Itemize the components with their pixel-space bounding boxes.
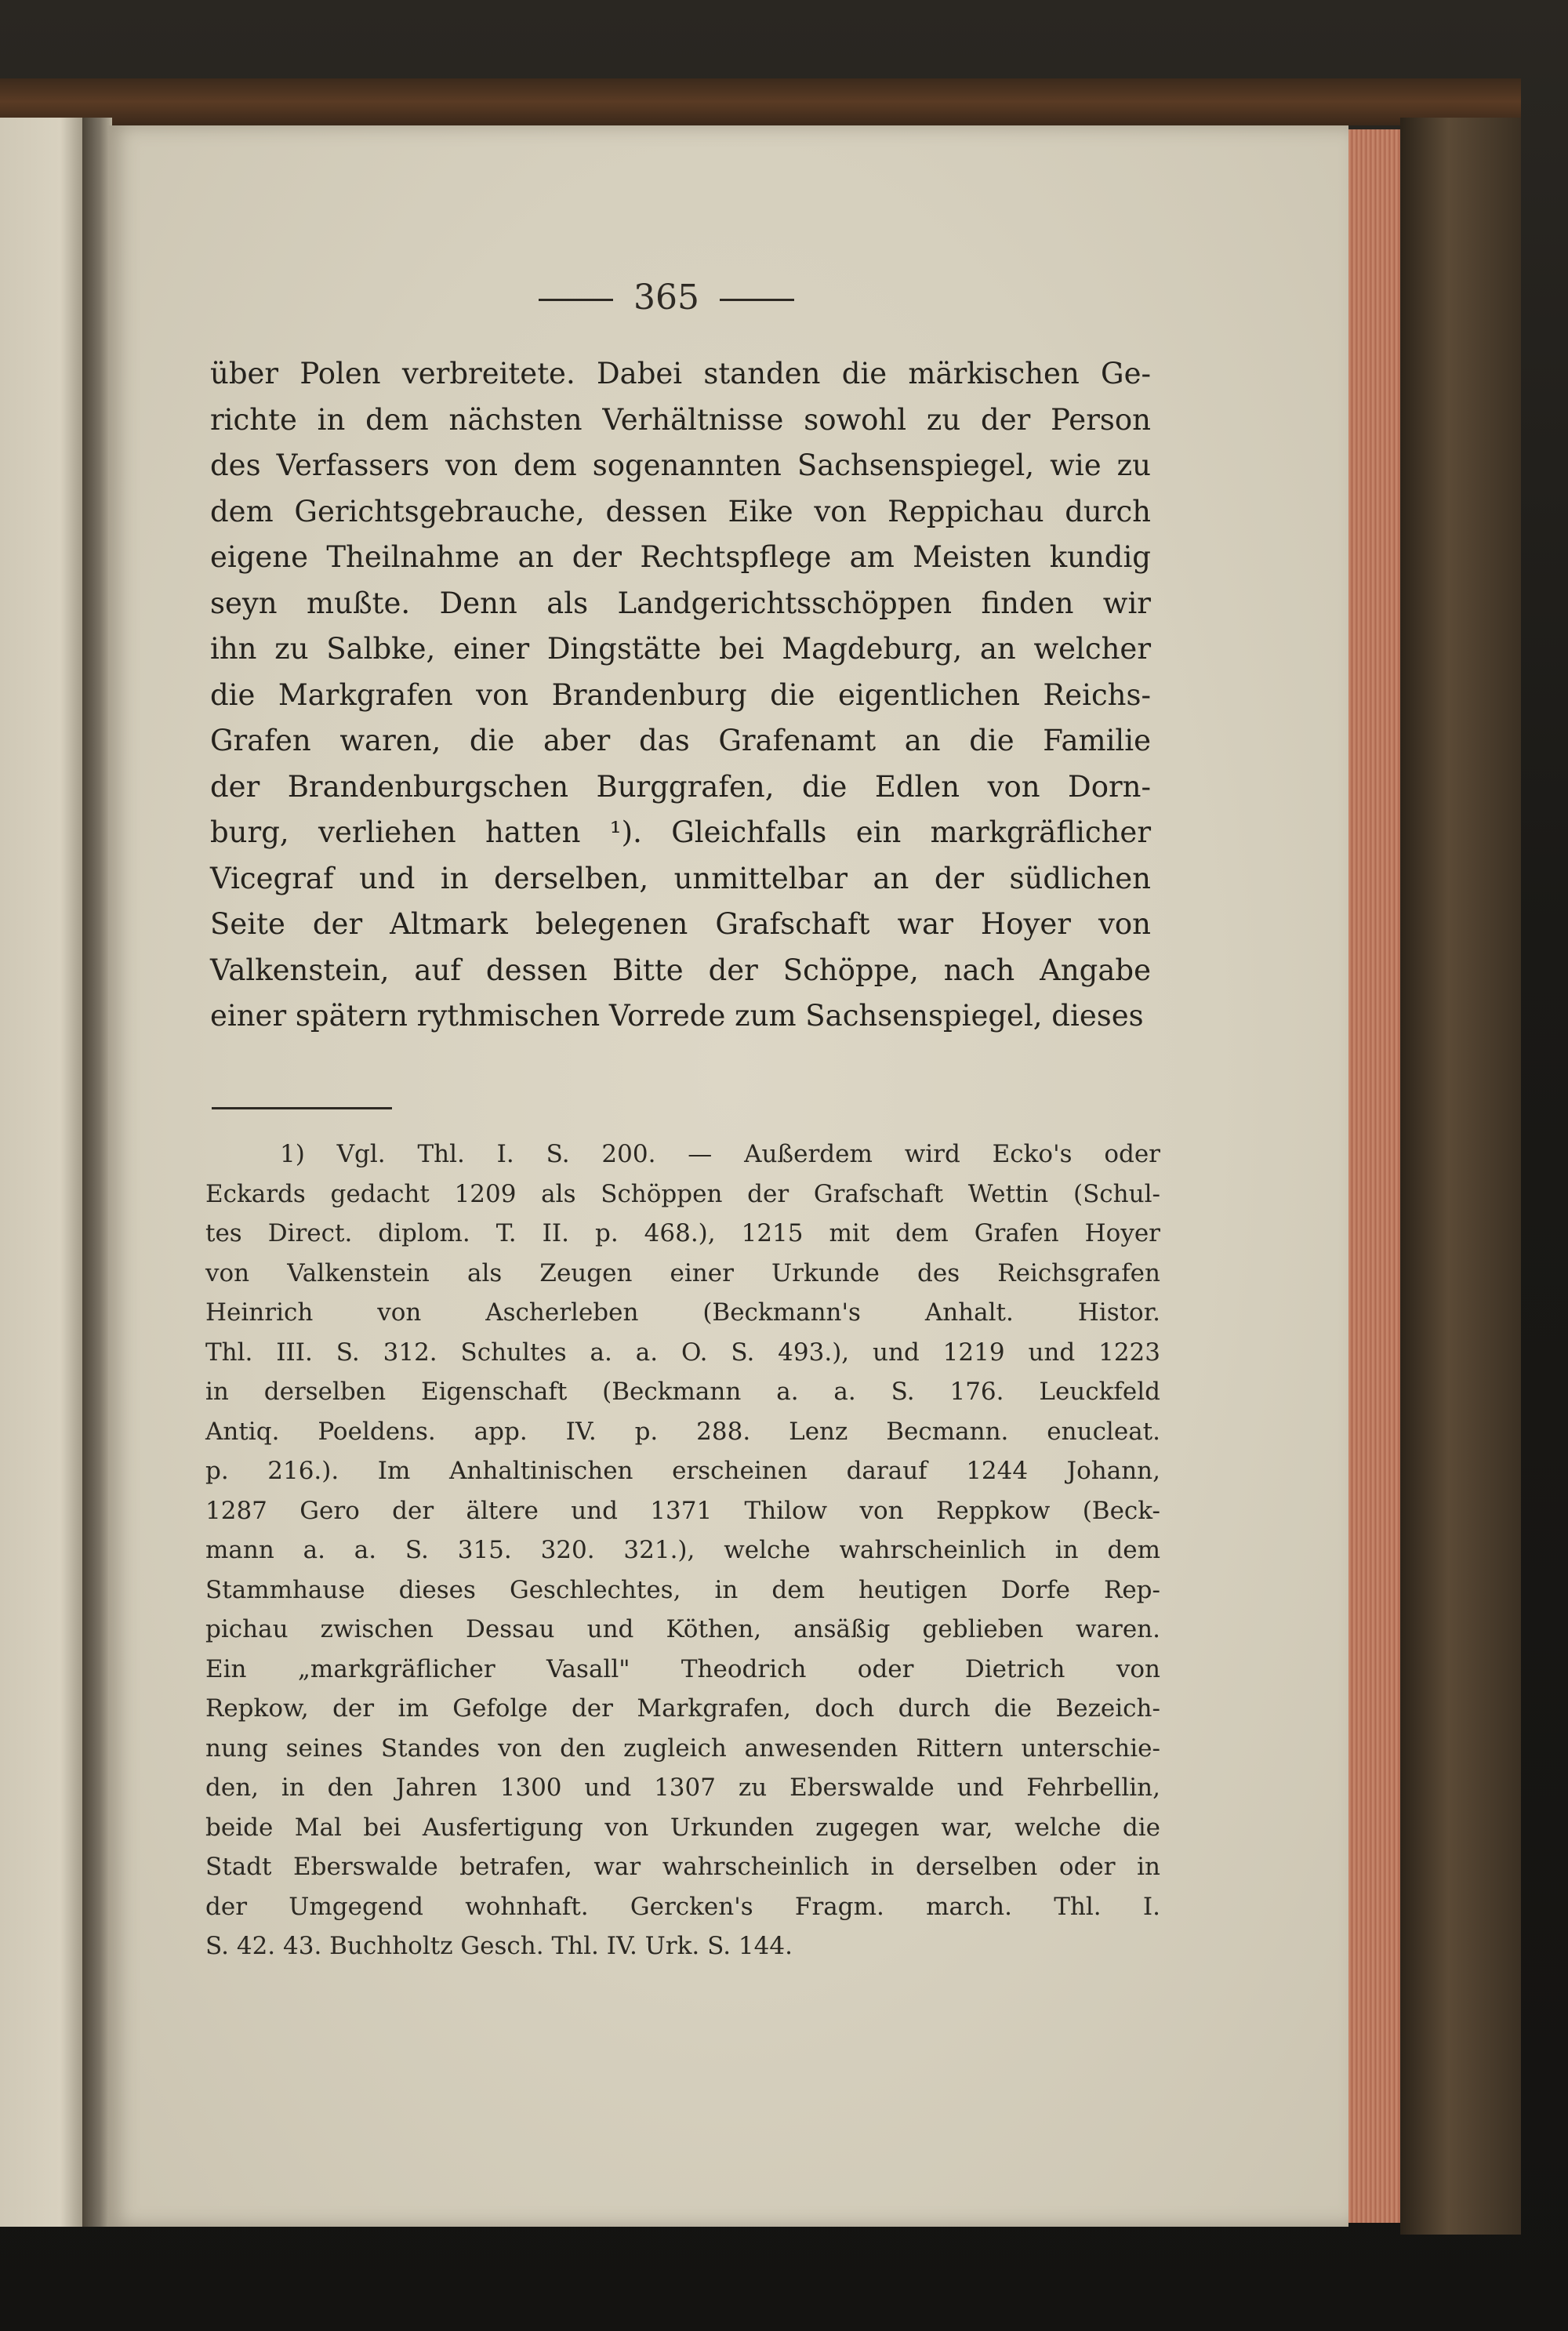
footnote-line: p. 216.). Im Anhaltinischen erscheinen darauf 1244 Johann, bbox=[205, 1457, 1160, 1485]
footnote bbox=[205, 1135, 1160, 1966]
body-text bbox=[210, 351, 1151, 1040]
body-line: einer spätern rythmischen Vorrede zum Sachsenspiegel, dieses bbox=[210, 999, 1144, 1033]
page-number-rule-left bbox=[539, 299, 613, 301]
page-block-edge bbox=[1347, 129, 1400, 2223]
footnote-line: von Valkenstein als Zeugen einer Urkunde des Reichsgrafen bbox=[205, 1258, 1160, 1287]
page-number-rule-right bbox=[720, 299, 794, 301]
body-line: die Markgrafen von Brandenburg die eigentlichen Reichs- bbox=[210, 677, 1151, 712]
body-line: Grafen waren, die aber das Grafenamt an die Familie bbox=[210, 724, 1151, 757]
footnote-line: tes Direct. diplom. T. II. p. 468.), 1215 mit dem Grafen Hoyer bbox=[205, 1219, 1160, 1247]
footnote-line: nung seines Standes von den zugleich anwesenden Rittern unterschie- bbox=[205, 1734, 1160, 1763]
body-line: Vicegraf und in derselben, unmittelbar an der südlichen bbox=[210, 861, 1151, 895]
footnote-line: Stadt Eberswalde betrafen, war wahrscheinlich in derselben oder in bbox=[205, 1853, 1160, 1881]
book-cover-edge bbox=[1400, 118, 1521, 2235]
footnote-line: Thl. III. S. 312. Schultes a. a. O. S. 493.), und 1219 und 1223 bbox=[205, 1338, 1160, 1367]
footnote-line: S. 42. 43. Buchholtz Gesch. Thl. IV. Urk. S. 144. bbox=[205, 1932, 793, 1960]
body-line: burg, verliehen hatten ¹). Gleichfalls ein markgräflicher bbox=[210, 815, 1151, 849]
footnote-line: Antiq. Poeldens. app. IV. p. 288. Lenz Becmann. enucleat. bbox=[205, 1417, 1160, 1446]
book-binding-top bbox=[0, 78, 1521, 125]
footnote-line: Eckards gedacht 1209 als Schöppen der Grafschaft Wettin (Schul- bbox=[205, 1179, 1160, 1208]
page-number-value: 365 bbox=[633, 278, 699, 318]
left-facing-page bbox=[0, 118, 86, 2227]
body-line: Valkenstein, auf dessen Bitte der Schöppe, nach Angabe bbox=[210, 953, 1151, 987]
page-number bbox=[510, 274, 823, 321]
footnote-line: Repkow, der im Gefolge der Markgrafen, doch durch die Bezeich- bbox=[205, 1694, 1160, 1723]
body-line: Seite der Altmark belegenen Grafschaft war Hoyer von bbox=[210, 907, 1151, 941]
footnote-line: pichau zwischen Dessau und Köthen, ansäßig geblieben waren. bbox=[205, 1615, 1160, 1643]
body-line: seyn mußte. Denn als Landgerichtsschöppen finden wir bbox=[210, 586, 1151, 620]
footnote-line: den, in den Jahren 1300 und 1307 zu Eberswalde und Fehrbellin, bbox=[205, 1774, 1160, 1802]
body-line: richte in dem nächsten Verhältnisse sowohl zu der Person bbox=[210, 402, 1151, 437]
footnote-line: mann a. a. S. 315. 320. 321.), welche wahrscheinlich in dem bbox=[205, 1536, 1160, 1564]
footnote-line: Ein „markgräflicher Vasall" Theodrich oder Dietrich von bbox=[205, 1654, 1160, 1683]
footnote-line: der Umgegend wohnhaft. Gercken's Fragm. march. Thl. I. bbox=[205, 1892, 1160, 1921]
footnote-divider bbox=[212, 1107, 392, 1109]
body-line: über Polen verbreitete. Dabei standen die märkischen Ge- bbox=[210, 357, 1151, 390]
body-line: der Brandenburgschen Burggrafen, die Edlen von Dorn- bbox=[210, 769, 1151, 804]
footnote-line: Stammhause dieses Geschlechtes, in dem heutigen Dorfe Rep- bbox=[205, 1575, 1160, 1604]
footnote-line: 1287 Gero der ältere und 1371 Thilow von Reppkow (Beck- bbox=[205, 1496, 1160, 1525]
body-line: eigene Theilnahme an der Rechtspflege am Meisten kundig bbox=[210, 540, 1151, 574]
footnote-line: beide Mal bei Ausfertigung von Urkunden zugegen war, welche die bbox=[205, 1813, 1160, 1842]
body-line: dem Gerichtsgebrauche, dessen Eike von Reppichau durch bbox=[210, 494, 1151, 528]
body-line: ihn zu Salbke, einer Dingstätte bei Magdeburg, an welcher bbox=[210, 632, 1151, 666]
footnote-line: Heinrich von Ascherleben (Beckmann's Anhalt. Histor. bbox=[205, 1298, 1160, 1327]
body-line: des Verfassers von dem sogenannten Sachsenspiegel, wie zu bbox=[210, 448, 1151, 482]
footnote-line: in derselben Eigenschaft (Beckmann a. a. S. 176. Leuckfeld bbox=[205, 1378, 1160, 1406]
footnote-line: 1) Vgl. Thl. I. S. 200. — Außerdem wird Ecko's oder bbox=[280, 1140, 1160, 1168]
